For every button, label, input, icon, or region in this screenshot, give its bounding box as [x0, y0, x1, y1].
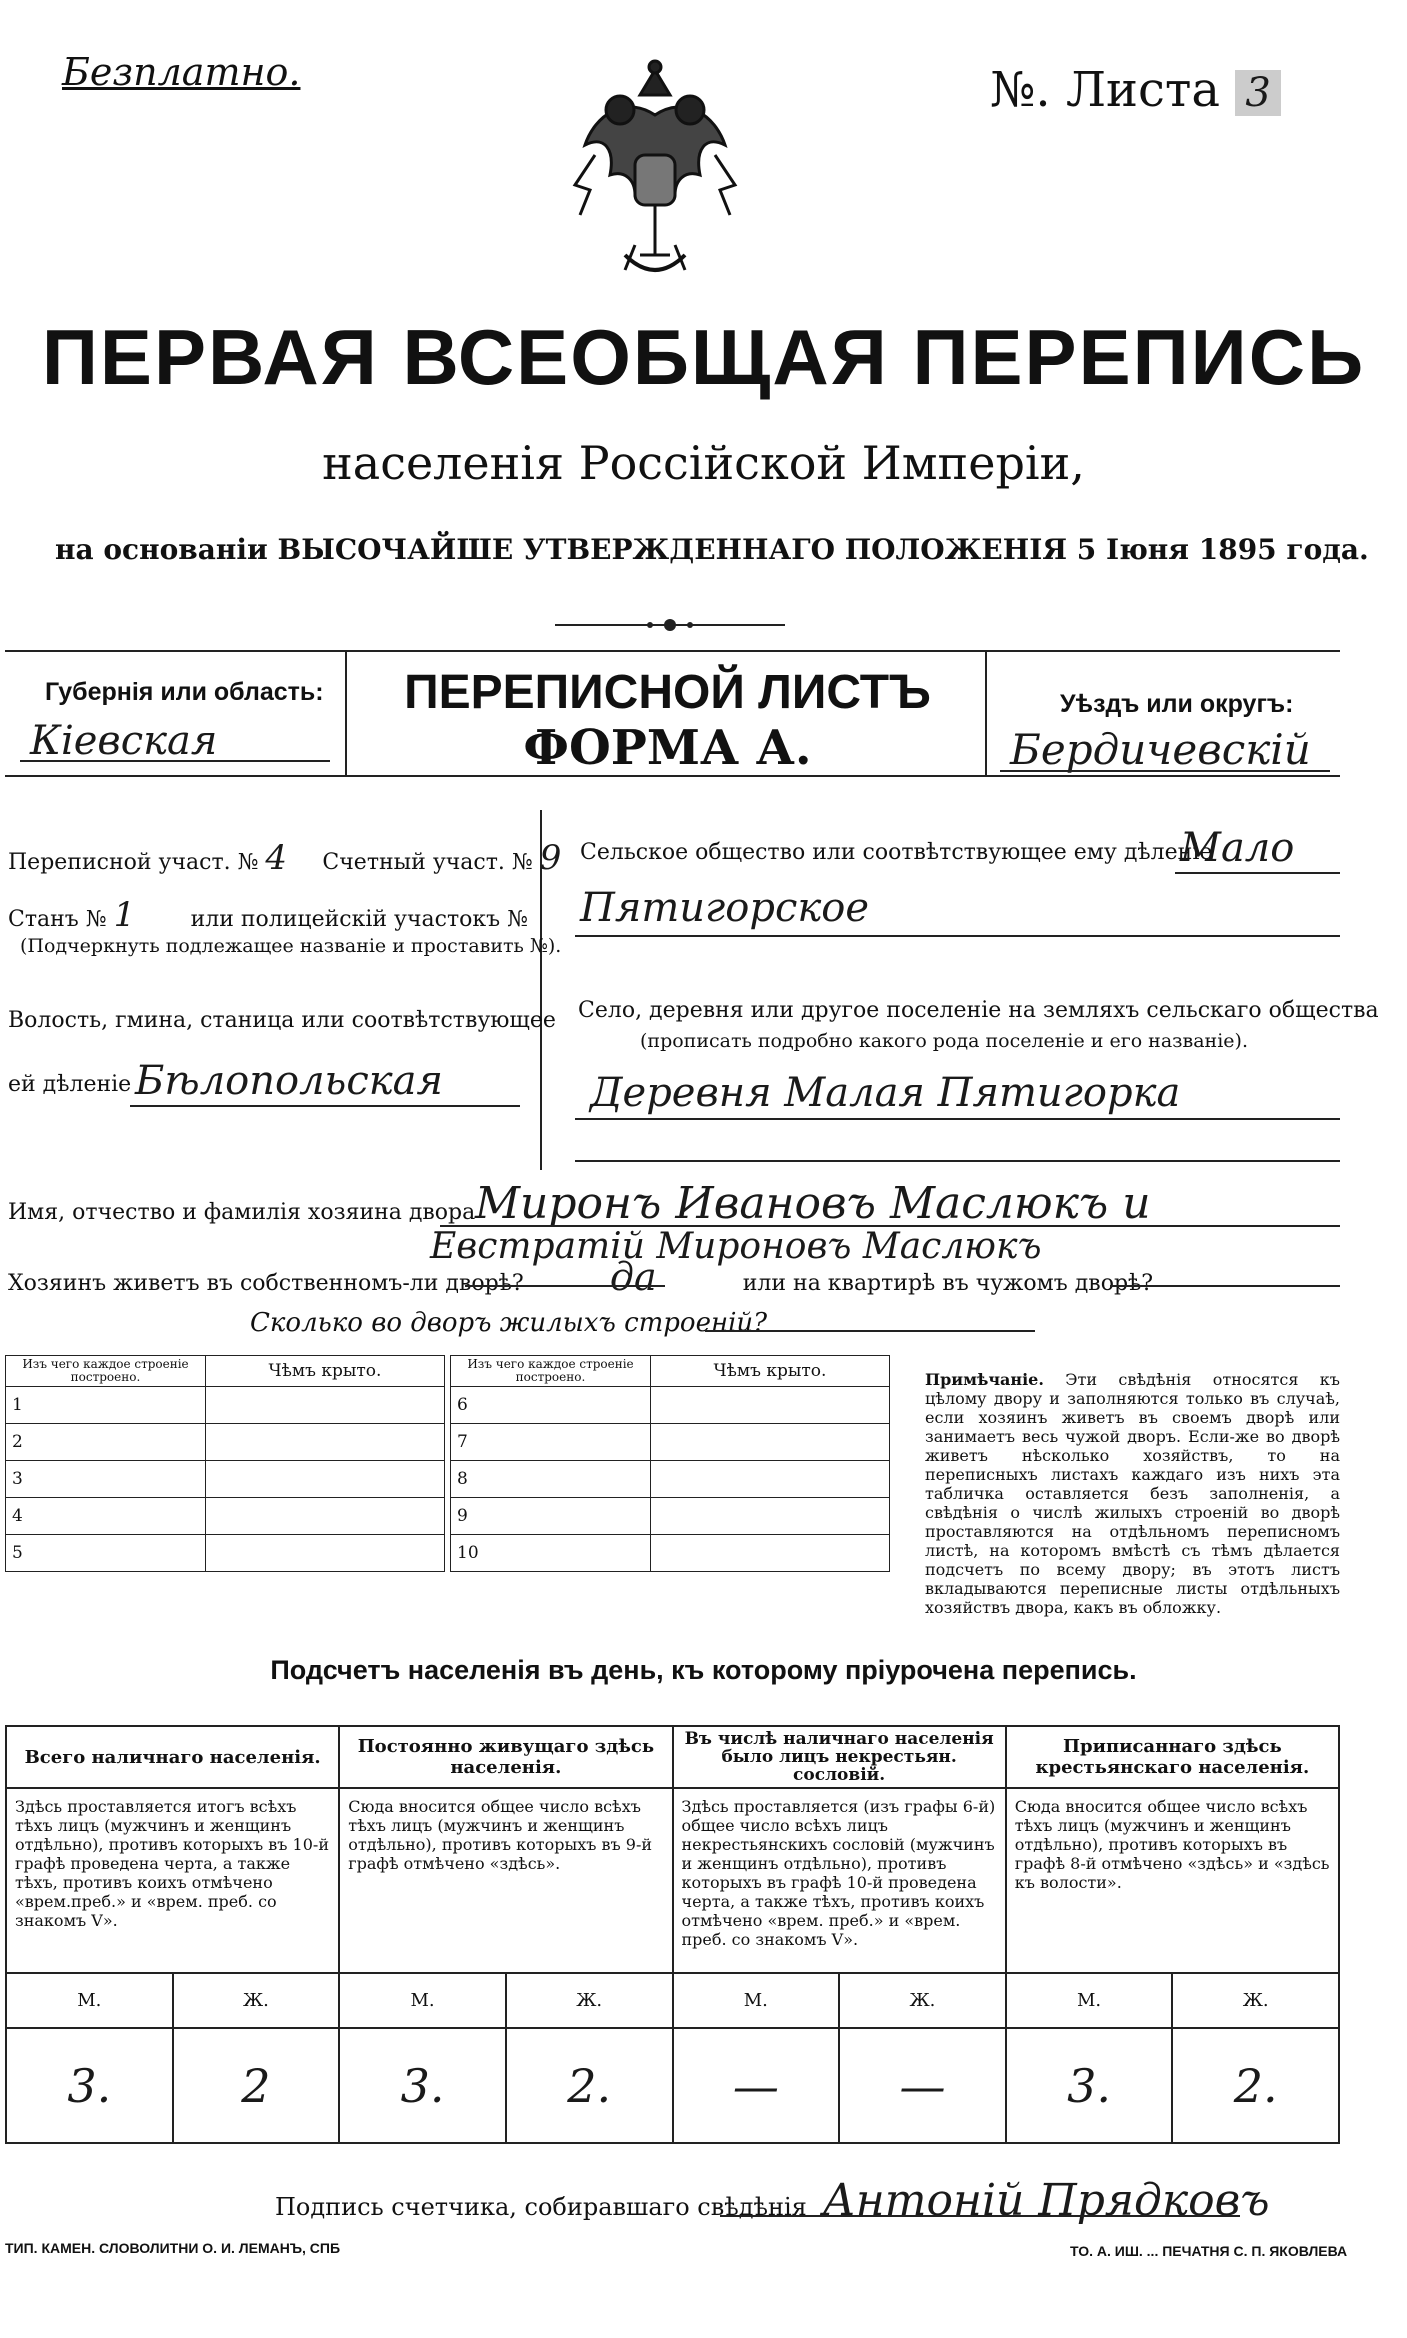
female-count: 2. — [1172, 2028, 1339, 2143]
table-row — [6, 1461, 445, 1498]
signature-label: Подпись счетчика, собиравшаго свѣдѣнія — [275, 2193, 807, 2221]
uchastok-value: 4 — [265, 838, 288, 878]
sheet-number — [990, 62, 1281, 118]
male-header: М. — [673, 1973, 840, 2028]
uchastok-row — [8, 838, 561, 878]
col-material-header: Изъ чего каждое строеніе построено. — [6, 1356, 206, 1387]
row-number: 1 — [6, 1387, 206, 1424]
volost-label-2: ей дѣленіе — [8, 1072, 132, 1097]
row-number: 8 — [451, 1461, 651, 1498]
female-header: Ж. — [506, 1973, 673, 2028]
table-row — [451, 1461, 890, 1498]
roof-cell — [651, 1461, 890, 1498]
printer-right: ТО. А. ИШ. ... ПЕЧАТНЯ С. П. ЯКОВЛЕВА — [1070, 2243, 1348, 2259]
signature-row — [275, 2175, 1270, 2226]
group-title: Приписаннаго здѣсь крестьянскаго населенія. — [1006, 1726, 1339, 1788]
population-table — [5, 1725, 1340, 2144]
stan-label: Станъ № — [8, 907, 107, 932]
roof-cell — [206, 1498, 445, 1535]
main-title: ПЕРВАЯ ВСЕОБЩАЯ ПЕРЕПИСЬ — [41, 313, 1366, 401]
society-value-2: Пятигорское — [580, 885, 870, 931]
society-label: Сельское общество или соотвѣтствующее ему дѣленіе — [580, 840, 1213, 865]
group-description: Здѣсь проставляется итогъ всѣхъ тѣхъ лицъ (мужчинъ и женщинъ отдѣльно), противъ которыхъ въ 10-й графѣ проведена черта, а также тѣхъ, противъ коихъ отмѣчено «врем.преб.» и «врем. преб. со знакомъ V». — [6, 1788, 339, 1973]
col-material-header: Изъ чего каждое строеніе построено. — [451, 1356, 651, 1387]
stan-note: (Подчеркнуть подлежащее названіе и проставить №). — [20, 935, 562, 957]
group-description: Здѣсь проставляется (изъ графы 6-й) общее число всѣхъ лицъ некрестьянскихъ сословій (мужчинъ и женщинъ отдѣльно), противъ которыхъ въ графѣ 10-й проведена черта, а также тѣхъ, противъ коихъ отмѣчено «врем. преб.» и «врем. преб. со знакомъ V». — [673, 1788, 1006, 1973]
note-title: Примѣчаніе. — [925, 1370, 1044, 1389]
owner-lives-suffix: или на квартирѣ въ чужомъ дворѣ? — [742, 1271, 1154, 1296]
roof-cell — [651, 1535, 890, 1572]
group-title: Въ числѣ наличнаго населенія было лицъ некрестьян. сословій. — [673, 1726, 1006, 1788]
stan-value: 1 — [113, 895, 136, 935]
male-count: 3. — [1006, 2028, 1173, 2143]
ornament-divider — [555, 615, 785, 635]
row-number: 4 — [6, 1498, 206, 1535]
uezd-label: Уѣздъ или округъ: — [1060, 690, 1294, 718]
uchastok-label: Переписной участ. № — [8, 850, 259, 875]
row-number: 5 — [6, 1535, 206, 1572]
male-count: 3. — [339, 2028, 506, 2143]
owner-lives-row — [8, 1255, 1153, 1299]
owner-name-value: Миронъ Ивановъ Маслюкъ и — [475, 1178, 1151, 1229]
note-block — [925, 1370, 1340, 1617]
group-description: Сюда вносится общее число всѣхъ тѣхъ лицъ (мужчинъ и женщинъ отдѣльно), противъ которыхъ въ 9-й графѣ отмѣчено «здѣсь». — [339, 1788, 672, 1973]
sheet-number-value: 3 — [1235, 70, 1280, 116]
male-header: М. — [6, 1973, 173, 2028]
col-roof-header: Чѣмъ крыто. — [206, 1356, 445, 1387]
row-number: 10 — [451, 1535, 651, 1572]
female-count: 2 — [173, 2028, 340, 2143]
table-row — [6, 1498, 445, 1535]
uezd-value: Бердичевскій — [1010, 725, 1311, 774]
female-header: Ж. — [1172, 1973, 1339, 2028]
male-count: — — [673, 2028, 840, 2143]
group-description: Сюда вносится общее число всѣхъ тѣхъ лицъ (мужчинъ и женщинъ отдѣльно), противъ которыхъ въ графѣ 8-й отмѣчено «здѣсь» и «здѣсь къ волости». — [1006, 1788, 1339, 1973]
roof-cell — [206, 1461, 445, 1498]
roof-cell — [651, 1498, 890, 1535]
main-subtitle: населенія Россійской Имперіи, — [322, 436, 1085, 490]
coat-of-arms-icon — [565, 55, 745, 290]
group-title: Постоянно живущаго здѣсь населенія. — [339, 1726, 672, 1788]
table-row — [6, 1424, 445, 1461]
village-note: (прописать подробно какого рода поселеніе и его названіе). — [640, 1030, 1248, 1052]
row-number: 7 — [451, 1424, 651, 1461]
row-number: 3 — [6, 1461, 206, 1498]
roof-cell — [206, 1387, 445, 1424]
owner-lives-value: да — [609, 1255, 657, 1299]
volost-label: Волость, гмина, станица или соотвѣтствующее — [8, 1008, 556, 1033]
population-heading: Подсчетъ населенія въ день, къ которому пріурочена перепись. — [270, 1655, 1137, 1685]
guberniya-value: Кіевская — [30, 718, 218, 764]
female-header: Ж. — [839, 1973, 1006, 2028]
village-value: Деревня Малая Пятигорка — [590, 1070, 1181, 1116]
free-label: Безплатно. — [62, 50, 301, 94]
signature-value: Антоній Прядковъ — [822, 2175, 1270, 2226]
sheet-number-label: №. Листа — [990, 62, 1221, 118]
table-row — [451, 1535, 890, 1572]
schet-value: 9 — [539, 838, 562, 878]
roof-cell — [206, 1535, 445, 1572]
stan-suffix: или полицейскій участокъ № — [190, 907, 528, 932]
schet-label: Счетный участ. № — [322, 850, 533, 875]
form-a-title: ФОРМА А. — [523, 720, 812, 776]
female-header: Ж. — [173, 1973, 340, 2028]
table-row — [451, 1424, 890, 1461]
buildings-table-right — [450, 1355, 890, 1572]
group-title: Всего наличнаго населенія. — [6, 1726, 339, 1788]
owner-lives-label: Хозяинъ живетъ въ собственномъ-ли дворѣ? — [8, 1271, 524, 1296]
owner-name-label: Имя, отчество и фамилія хозяина двора — [8, 1200, 476, 1225]
village-label: Село, деревня или другое поселеніе на земляхъ сельскаго общества — [578, 998, 1379, 1023]
male-header: М. — [1006, 1973, 1173, 2028]
buildings-table-left — [5, 1355, 445, 1572]
male-count: 3. — [6, 2028, 173, 2143]
row-number: 2 — [6, 1424, 206, 1461]
form-sheet-title: ПЕРЕПИСНОЙ ЛИСТЪ — [404, 666, 931, 719]
row-number: 6 — [451, 1387, 651, 1424]
guberniya-label: Губернія или область: — [45, 678, 324, 706]
table-row — [451, 1387, 890, 1424]
roof-cell — [651, 1387, 890, 1424]
col-roof-header: Чѣмъ крыто. — [651, 1356, 890, 1387]
female-count: — — [839, 2028, 1006, 2143]
table-row — [451, 1498, 890, 1535]
note-text: Эти свѣдѣнія относятся къ цѣлому двору и заполняются только въ случаѣ, если хозяинъ живетъ въ своемъ дворѣ или занимаетъ весь чужой дворъ. Если-же во дворѣ живетъ нѣсколько хозяйствъ, то на переписныхъ листахъ каждаго изъ нихъ эта табличка оставляется безъ заполненія, а свѣдѣнія о числѣ жилыхъ строеній во дворѣ проставляются на отдѣльномъ переписномъ листѣ, на которомъ вмѣстѣ съ тѣмъ дѣлается подсчетъ по всему двору; въ этотъ листъ вкладываются переписные листы отдѣльныхъ хозяйствъ двора, какъ въ обложку. — [925, 1370, 1340, 1617]
table-row — [6, 1535, 445, 1572]
table-row — [6, 1387, 445, 1424]
male-header: М. — [339, 1973, 506, 2028]
roof-cell — [206, 1424, 445, 1461]
owner-name-value-2: Евстратій Мироновъ Маслюкъ — [430, 1226, 1042, 1267]
row-number: 9 — [451, 1498, 651, 1535]
printer-left: ТИП. КАМЕН. СЛОВОЛИТНИ О. И. ЛЕМАНЪ, СПБ — [5, 2240, 341, 2256]
society-value-1: Мало — [1180, 825, 1295, 871]
volost-value: Бѣлопольская — [135, 1058, 443, 1104]
basis-line: на основаніи ВЫСОЧАЙШЕ УТВЕРЖДЕННАГО ПОЛОЖЕНІЯ 5 Іюня 1895 года. — [55, 533, 1369, 566]
female-count: 2. — [506, 2028, 673, 2143]
buildings-label: Сколько во дворъ жилыхъ строеній? — [250, 1308, 768, 1338]
stan-row — [8, 895, 528, 935]
roof-cell — [651, 1424, 890, 1461]
